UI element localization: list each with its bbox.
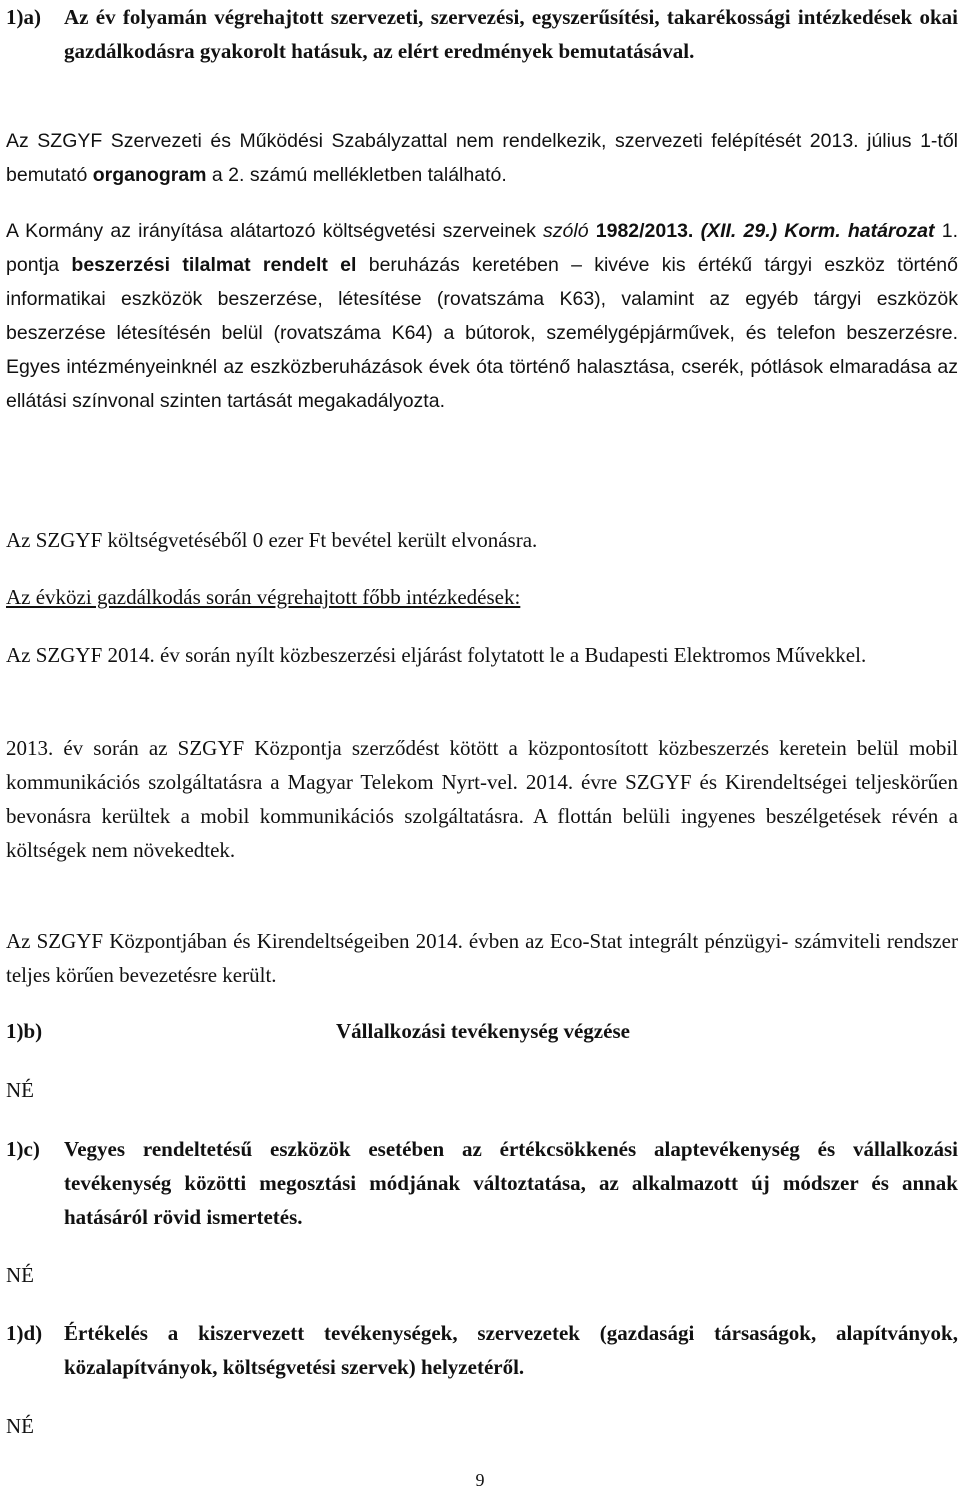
text-run-italic: szóló: [543, 220, 589, 242]
text-run: 1. pontja: [6, 220, 958, 276]
paragraph-kozbeszerzes: Az SZGYF 2014. év során nyílt közbeszerzési eljárást folytatott le a Budapesti Elektromos Művekkel.: [6, 643, 867, 667]
section-1c-heading: [6, 1132, 958, 1234]
text-run-bold: 1982/2013.: [588, 220, 701, 242]
text-run-bold-italic: (XII. 29.) Korm. határozat: [700, 220, 935, 242]
text-run: Az SZGYF Szervezeti és Működési Szabályzattal nem rendelkezik, szervezeti felépítését 2013. július 1-től bemutató: [6, 130, 958, 186]
page-number: 9: [475, 1470, 485, 1490]
paragraph-evkozi-heading: [6, 580, 958, 614]
section-number: 1)d): [6, 1321, 43, 1345]
section-1b-heading: [6, 1014, 958, 1048]
text-run: beruházás keretében – kivéve kis értékű tárgyi eszköz történő informatikai eszközök beszerzése, létesítése (rovatszáma K63), valamint az egyéb tárgyi eszközök beszerzése létesítésén belül (rovatszáma K64) a bútorok, személygépjárművek, és telefon beszerzésre. Egyes intézményeinknél az eszközberuházások évek óta történő halasztása, cserék, pótlások elmaradása az ellátási színvonal szinten tartását megakadályozta.: [6, 254, 958, 412]
section-1d-heading: [6, 1316, 958, 1384]
paragraph-bevetel: Az SZGYF költségvetéséből 0 ezer Ft bevétel került elvonásra.: [6, 528, 538, 552]
text-run: A Kormány az irányítása alátartozó költségvetési szerveinek: [6, 220, 544, 242]
section-1c-answer: NÉ: [6, 1263, 34, 1287]
section-1b-answer: NÉ: [6, 1078, 34, 1102]
paragraph-ecostat: Az SZGYF Központjában és Kirendeltségeiben 2014. évben az Eco-Stat integrált pénzügyi- számviteli rendszer teljes körűen bevezetésre került.: [6, 929, 958, 987]
section-number: 1)c): [6, 1137, 40, 1161]
section-title: Vegyes rendeltetésű eszközök esetében az értékcsökkenés alaptevékenység és vállalkozási tevékenység közötti megosztási módjának változtatása, az alkalmazott új módszer és annak hatásáról rövid ismertetés.: [64, 1137, 958, 1229]
paragraph-organogram: [6, 124, 958, 192]
section-1a-heading: [6, 0, 958, 68]
paragraph-telekom: 2013. év során az SZGYF Központja szerződést kötött a központosított közbeszerzés keretein belül mobil kommunikációs szolgáltatásra a Magyar Telekom Nyrt-vel. 2014. évre SZGYF és Kirendeltségei teljeskörűen bevonásra kerültek a mobil kommunikációs szolgáltatásra. A flottán belüli ingyenes beszélgetések révén a költségek nem növekedtek.: [6, 736, 958, 862]
section-title: Az év folyamán végrehajtott szervezeti, szervezési, egyszerűsítési, takarékossági intézkedések okai gazdálkodásra gyakorolt hatásuk, az elért eredmények bemutatásával.: [64, 5, 958, 63]
section-number: 1)a): [6, 5, 41, 29]
text-run: a 2. számú mellékletben található.: [206, 164, 507, 186]
section-number: 1)b): [6, 1019, 43, 1043]
section-title: Értékelés a kiszervezett tevékenységek, szervezetek (gazdasági társaságok, alapítványok, közalapítványok, költségvetési szervek) helyzetéről.: [64, 1321, 958, 1379]
text-run-bold: organogram: [92, 164, 207, 186]
text-run-bold: beszerzési tilalmat rendelt el: [71, 254, 357, 276]
section-1d-answer: NÉ: [6, 1414, 34, 1438]
section-title: Vállalkozási tevékenység végzése: [336, 1019, 630, 1043]
paragraph-korm-hatarozat: [6, 214, 958, 418]
underlined-text: Az évközi gazdálkodás során végrehajtott főbb intézkedések:: [6, 585, 521, 609]
